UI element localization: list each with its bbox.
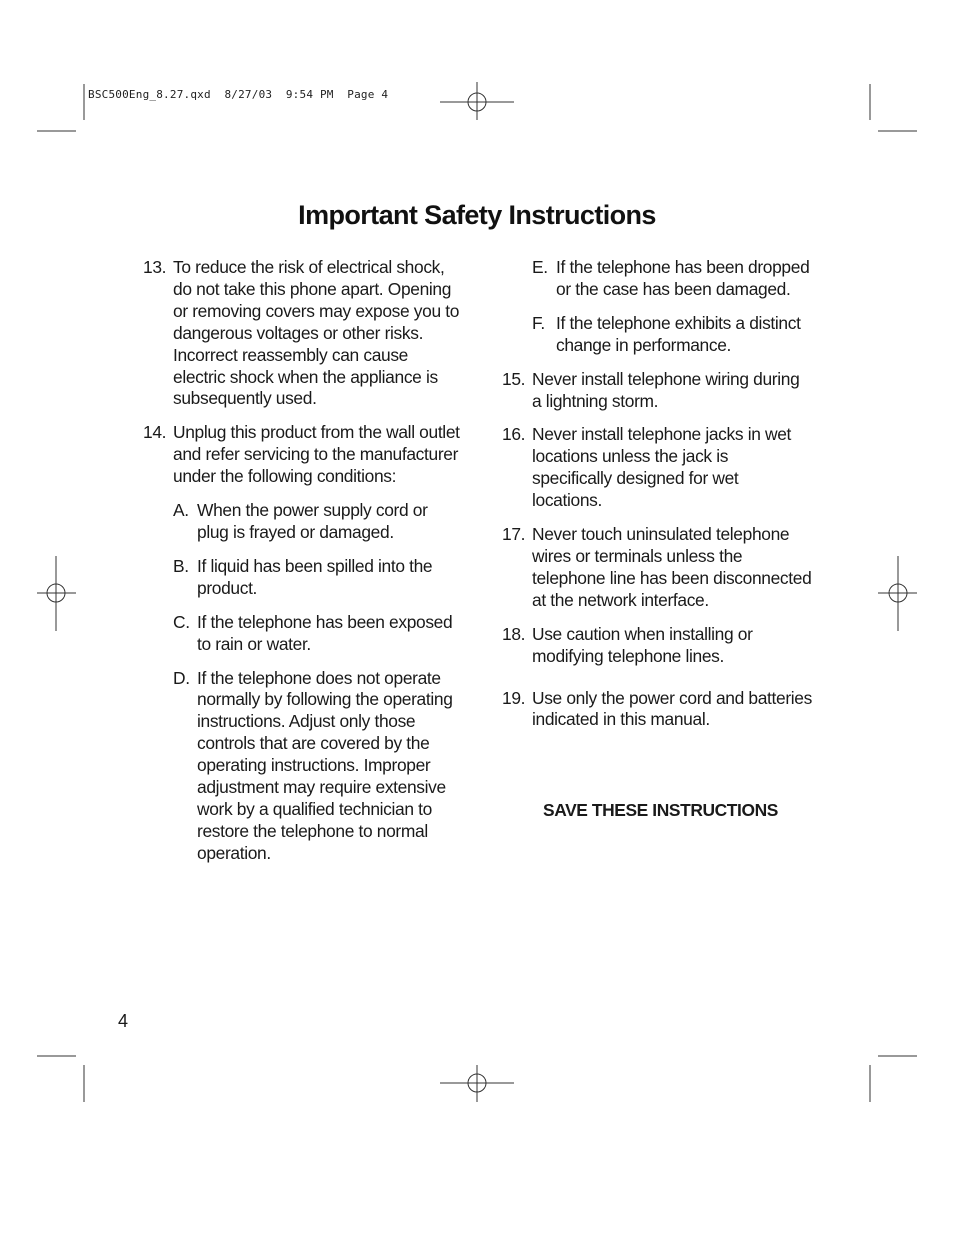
sub-item-d: [173, 668, 463, 865]
sub-item-e: [532, 257, 812, 301]
list-item-19: [502, 688, 812, 732]
item-text: Use caution when installing or modifying telephone lines.: [532, 623, 753, 666]
sub-item-c: [173, 612, 463, 656]
sub-item-text: If liquid has been spilled into the product.: [197, 555, 433, 598]
sub-item-text: If the telephone does not operate normally by following the operating instructions. Adjust only those controls that are covered by the operating instructions. Improper adjustment may require extensive work by a qualified technician to restore the telephone to normal operation.: [197, 667, 453, 863]
sub-item-letter: D.: [173, 667, 190, 688]
page-number: 4: [118, 1011, 129, 1031]
item-number: 19.: [502, 687, 526, 708]
item-text: Unplug this product from the wall outlet and refer servicing to the manufacturer under the following conditions:: [173, 422, 460, 487]
sub-item-text: If the telephone has been dropped or the case has been damaged.: [556, 257, 810, 299]
item-text: Never touch uninsulated telephone wires or terminals unless the telephone line has been disconnected at the network interface.: [532, 524, 812, 610]
item-number: 18.: [502, 623, 526, 644]
sub-item-letter: C.: [173, 611, 190, 632]
left-column: [143, 257, 463, 877]
sub-item-b: [173, 556, 463, 600]
registration-mark-left: [37, 556, 76, 631]
list-item-14: [143, 422, 463, 488]
sub-item-letter: B.: [173, 555, 189, 576]
item-text: Never install telephone jacks in wet locations unless the jack is specifically designed for wet locations.: [532, 424, 792, 511]
list-item-15: [502, 369, 812, 413]
right-column: [502, 257, 812, 743]
list-item-18: [502, 624, 812, 668]
page-title: Important Safety Instructions: [298, 200, 656, 230]
item-text: To reduce the risk of electrical shock, do not take this phone apart. Opening or removing covers may expose you to dangerous voltages or other risks. Incorrect reassembly can cause electric shock when the appliance is subsequently used.: [173, 257, 460, 409]
registration-mark-top: [440, 82, 514, 120]
item-number: 14.: [143, 422, 167, 443]
registration-mark-right: [878, 556, 917, 631]
sub-item-a: [173, 500, 463, 544]
item-text: Use only the power cord and batteries indicated in this manual.: [532, 687, 812, 730]
item-text: Never install telephone wiring during a lightning storm.: [532, 368, 800, 411]
sub-item-letter: E.: [532, 257, 548, 277]
sub-item-text: When the power supply cord or plug is frayed or damaged.: [197, 500, 428, 542]
sub-item-f: [532, 313, 812, 357]
list-item-17: [502, 524, 812, 612]
sub-item-letter: F.: [532, 312, 545, 333]
item-number: 15.: [502, 368, 526, 389]
sub-item-text: If the telephone has been exposed to rain or water.: [197, 611, 453, 654]
registration-mark-bottom: [440, 1065, 514, 1102]
sub-item-letter: A.: [173, 500, 189, 521]
item-number: 13.: [143, 257, 167, 277]
save-instructions-heading: SAVE THESE INSTRUCTIONS: [543, 800, 778, 820]
item-number: 16.: [502, 424, 526, 445]
item-number: 17.: [502, 524, 526, 545]
file-slug: BSC500Eng_8.27.qxd 8/27/03 9:54 PM Page 4: [88, 88, 389, 101]
list-item-16: [502, 424, 812, 512]
list-item-13: [143, 257, 463, 410]
sub-item-text: If the telephone exhibits a distinct change in performance.: [556, 312, 801, 355]
